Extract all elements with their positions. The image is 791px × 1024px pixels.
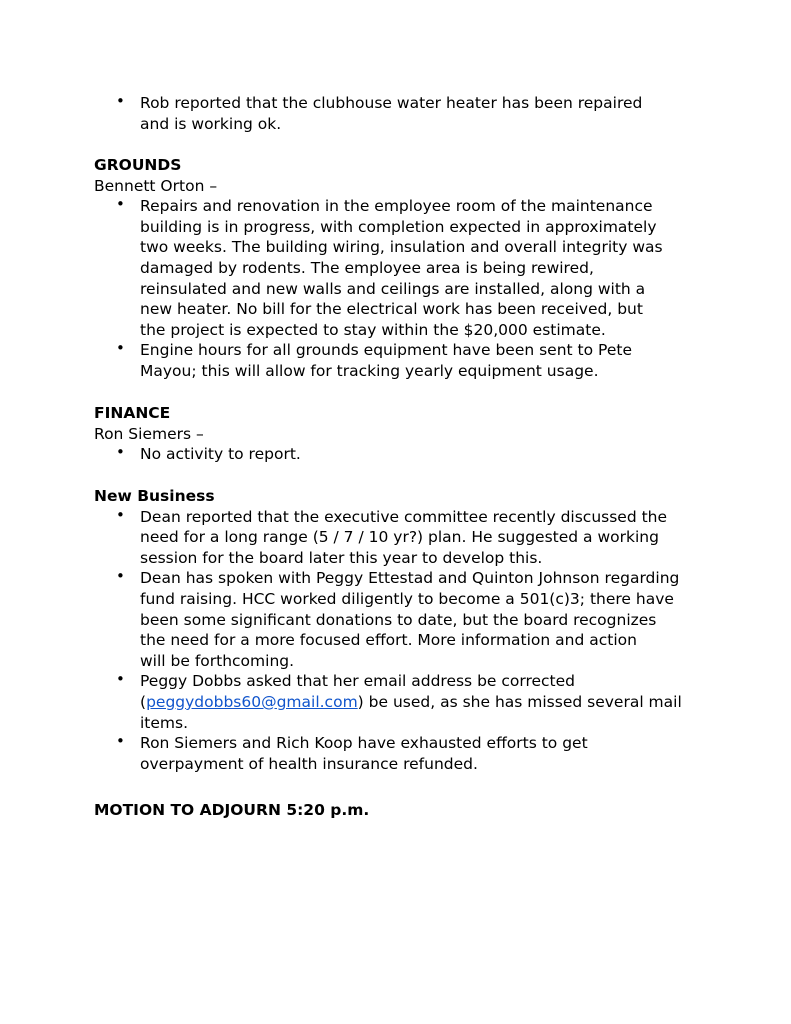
list-item-line: session for the board later this year to develop this. — [140, 548, 543, 567]
intro-bullet-list — [94, 93, 734, 134]
bullet-icon: • — [116, 443, 125, 462]
list-item-line: items. — [140, 713, 189, 732]
bullet-icon: • — [116, 195, 125, 214]
section-heading-finance: FINANCE — [94, 404, 171, 422]
new-business-bullet-list — [94, 507, 734, 775]
bullet-icon: • — [116, 567, 125, 586]
list-item-line: overpayment of health insurance refunded. — [140, 754, 478, 773]
list-item-line: two weeks. The building wiring, insulation and overall integrity was — [140, 238, 663, 257]
list-item — [94, 733, 700, 774]
list-item — [94, 93, 700, 134]
section-reporter: Ron Siemers – — [94, 424, 204, 443]
section-heading-new-business: New Business — [94, 487, 215, 505]
finance-bullet-list — [94, 444, 734, 465]
intro-section — [94, 93, 734, 134]
list-item-line: Ron Siemers and Rich Koop have exhausted efforts to get — [140, 734, 588, 753]
bullet-icon: • — [116, 732, 125, 751]
list-item-line: will be forthcoming. — [140, 651, 295, 670]
motion-to-adjourn: MOTION TO ADJOURN 5:20 p.m. — [94, 801, 370, 819]
list-item-line: been some significant donations to date, but the board recognizes — [140, 610, 657, 629]
list-item — [94, 196, 700, 340]
list-item-line: Peggy Dobbs asked that her email address be corrected — [140, 672, 576, 691]
bullet-icon: • — [116, 92, 125, 110]
section-reporter: Bennett Orton – — [94, 176, 218, 195]
list-item-line: building is in progress, with completion expected in approximately — [140, 217, 657, 236]
list-item-line: need for a long range (5 / 7 / 10 yr?) plan. He suggested a working — [140, 528, 659, 547]
motion-section — [94, 800, 734, 821]
list-item-line: Rob reported that the clubhouse water heater has been repaired — [140, 94, 643, 112]
list-item-line: damaged by rodents. The employee area is being rewired, — [140, 258, 594, 277]
list-item-line: the need for a more focused effort. More information and action — [140, 631, 637, 650]
list-item-line: reinsulated and new walls and ceilings are installed, along with a — [140, 279, 646, 298]
list-item-line: Dean reported that the executive committee recently discussed the — [140, 507, 668, 526]
finance-section — [94, 403, 734, 465]
list-item-line: Mayou; this will allow for tracking yearly equipment usage. — [140, 361, 599, 380]
list-item — [94, 340, 700, 381]
list-item-line: No activity to report. — [140, 445, 301, 464]
grounds-section — [94, 155, 734, 382]
list-item — [94, 568, 700, 671]
bullet-icon: • — [116, 505, 125, 524]
list-item-text: ) be used, as she has missed several mail — [357, 692, 682, 711]
bullet-icon: • — [116, 670, 125, 689]
new-business-section — [94, 486, 734, 774]
list-item — [94, 507, 700, 569]
bullet-icon: • — [116, 339, 125, 358]
paren-open: ( — [140, 692, 147, 711]
list-item — [94, 671, 700, 733]
list-item-line: the project is expected to stay within the $20,000 estimate. — [140, 320, 606, 339]
email-link[interactable]: peggydobbs60@gmail.com — [146, 692, 358, 711]
list-item-line: Engine hours for all grounds equipment have been sent to Pete — [140, 341, 632, 360]
grounds-bullet-list — [94, 196, 734, 381]
list-item — [94, 444, 700, 465]
list-item-line: Dean has spoken with Peggy Ettestad and Quinton Johnson regarding — [140, 569, 680, 588]
list-item-line: fund raising. HCC worked diligently to become a 501(c)3; there have — [140, 589, 674, 608]
section-heading-grounds: GROUNDS — [94, 156, 182, 174]
list-item-line: new heater. No bill for the electrical work has been received, but — [140, 300, 643, 319]
list-item-line-with-link — [140, 692, 700, 713]
list-item-line: and is working ok. — [140, 114, 282, 133]
list-item-line: Repairs and renovation in the employee room of the maintenance — [140, 197, 653, 216]
